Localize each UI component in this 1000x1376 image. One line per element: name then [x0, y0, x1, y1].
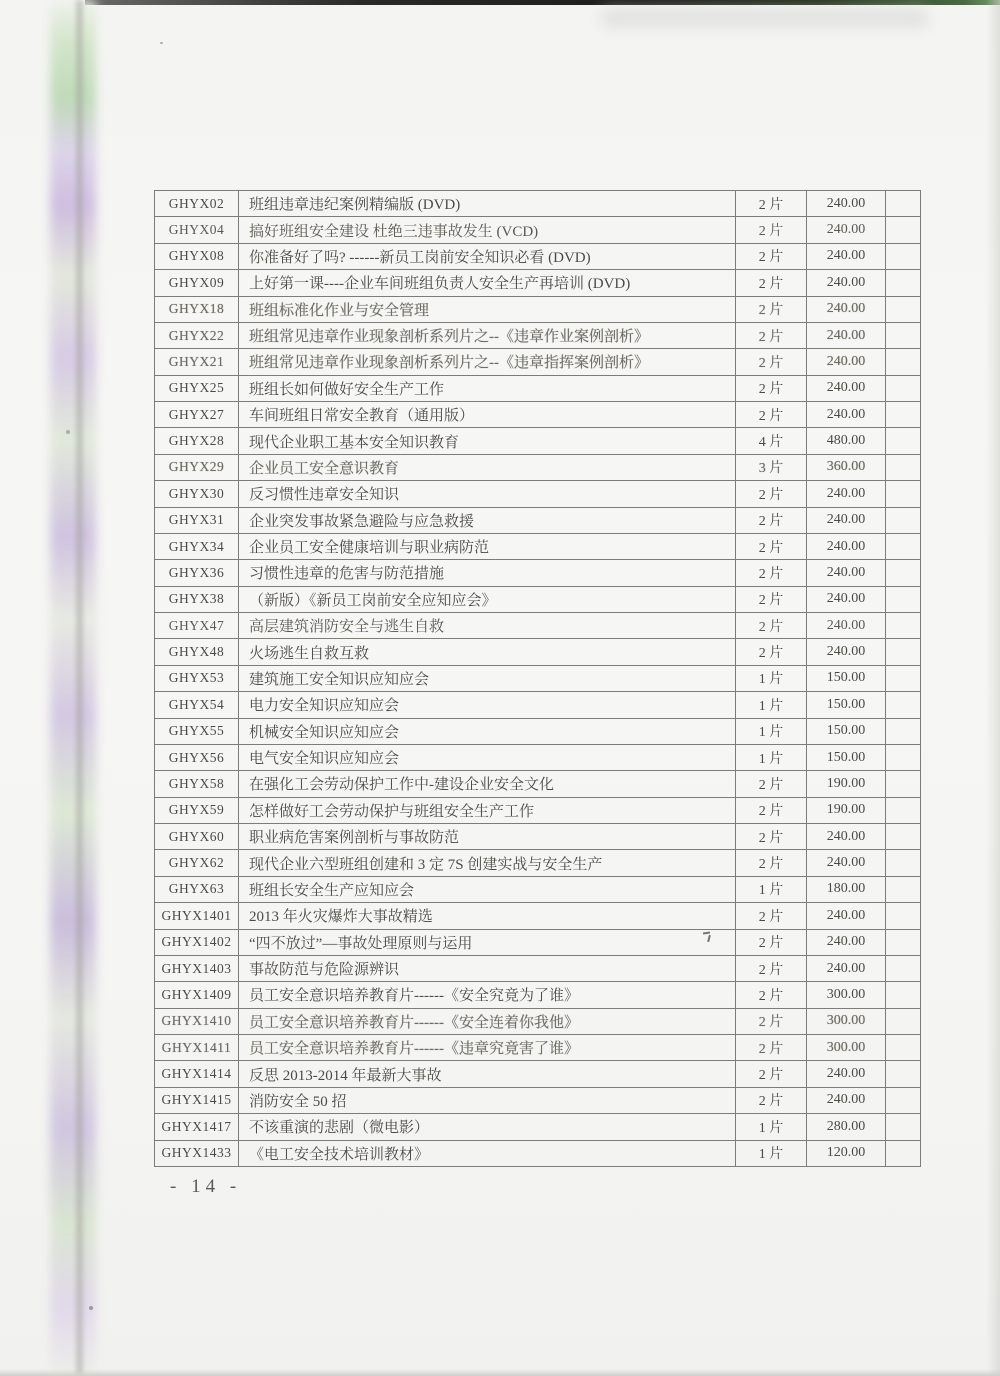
table-row: [155, 718, 921, 744]
note-cell: [886, 428, 921, 454]
product-code: GHYX29: [155, 454, 239, 480]
note-cell: [886, 744, 921, 770]
table-row: [155, 375, 921, 401]
price-value: 240.00: [807, 349, 886, 375]
product-title: 高层建筑消防安全与逃生自救: [239, 613, 736, 639]
product-title: 电气安全知识应知应会: [239, 744, 736, 770]
note-cell: [886, 507, 921, 533]
disc-count: 1 片: [736, 1114, 807, 1140]
disc-count: 2 片: [736, 982, 807, 1008]
disc-count: 2 片: [736, 1061, 807, 1087]
note-cell: [886, 243, 921, 269]
disc-count: 2 片: [736, 402, 807, 428]
product-title: 班组长安全生产应知应会: [239, 876, 736, 902]
table-row: [155, 481, 921, 507]
note-cell: [886, 1008, 921, 1034]
note-cell: [886, 771, 921, 797]
disc-count: 2 片: [736, 270, 807, 296]
disc-count: 2 片: [736, 639, 807, 665]
product-code: GHYX1410: [155, 1008, 239, 1034]
note-cell: [886, 296, 921, 322]
price-value: 300.00: [807, 982, 886, 1008]
disc-count: 2 片: [736, 797, 807, 823]
table-row: [155, 1140, 921, 1167]
note-cell: [886, 402, 921, 428]
disc-count: 2 片: [736, 1087, 807, 1113]
price-value: 360.00: [807, 454, 886, 480]
note-cell: [886, 639, 921, 665]
note-cell: [886, 613, 921, 639]
product-code: GHYX55: [155, 718, 239, 744]
product-code: GHYX53: [155, 665, 239, 691]
disc-count: 1 片: [736, 1140, 807, 1167]
product-code: GHYX18: [155, 296, 239, 322]
price-value: 280.00: [807, 1114, 886, 1140]
disc-count: 1 片: [736, 692, 807, 718]
table-row: [155, 454, 921, 480]
product-code: GHYX47: [155, 613, 239, 639]
table-row: [155, 1061, 921, 1087]
disc-count: 2 片: [736, 1035, 807, 1061]
product-title: 习惯性违章的危害与防范措施: [239, 560, 736, 586]
product-code: GHYX59: [155, 797, 239, 823]
table-row: [155, 876, 921, 902]
table-row: [155, 586, 921, 612]
price-value: 240.00: [807, 481, 886, 507]
product-code: GHYX21: [155, 349, 239, 375]
table-row: [155, 903, 921, 929]
price-value: 240.00: [807, 402, 886, 428]
price-value: 240.00: [807, 533, 886, 559]
table-row: [155, 955, 921, 981]
dust-speck: [89, 1306, 93, 1310]
product-code: GHYX36: [155, 560, 239, 586]
note-cell: [886, 692, 921, 718]
price-value: 240.00: [807, 217, 886, 243]
disc-count: 1 片: [736, 665, 807, 691]
product-title: 职业病危害案例剖析与事故防范: [239, 824, 736, 850]
note-cell: [886, 850, 921, 876]
product-code: GHYX09: [155, 270, 239, 296]
price-value: 240.00: [807, 191, 886, 217]
product-title: 在强化工会劳动保护工作中-建设企业安全文化: [239, 771, 736, 797]
table-row: [155, 1035, 921, 1061]
disc-count: 1 片: [736, 744, 807, 770]
product-code: GHYX04: [155, 217, 239, 243]
table-row: [155, 771, 921, 797]
table-row: [155, 1087, 921, 1113]
table-row: [155, 349, 921, 375]
price-value: 240.00: [807, 1087, 886, 1113]
price-value: 240.00: [807, 243, 886, 269]
note-cell: [886, 560, 921, 586]
product-code: GHYX1411: [155, 1035, 239, 1061]
price-value: 180.00: [807, 876, 886, 902]
product-code: GHYX1414: [155, 1061, 239, 1087]
product-code: GHYX54: [155, 692, 239, 718]
disc-count: 2 片: [736, 217, 807, 243]
disc-count: 2 片: [736, 481, 807, 507]
price-value: 300.00: [807, 1008, 886, 1034]
table-row: [155, 560, 921, 586]
price-value: 300.00: [807, 1035, 886, 1061]
disc-count: 1 片: [736, 876, 807, 902]
note-cell: [886, 481, 921, 507]
product-code: GHYX25: [155, 375, 239, 401]
product-title: 企业员工安全意识教育: [239, 454, 736, 480]
scan-fold-band-artifact: [50, 0, 96, 1376]
product-code: GHYX08: [155, 243, 239, 269]
product-title: 《电工安全技术培训教材》: [239, 1140, 736, 1167]
product-code: GHYX60: [155, 824, 239, 850]
table-row: [155, 533, 921, 559]
product-code: GHYX30: [155, 481, 239, 507]
table-row: [155, 1114, 921, 1140]
note-cell: [886, 270, 921, 296]
note-cell: [886, 876, 921, 902]
note-cell: [886, 982, 921, 1008]
product-title: 班组标准化作业与安全管理: [239, 296, 736, 322]
product-price-table: [154, 190, 921, 1167]
table-row: [155, 982, 921, 1008]
product-title: 企业员工安全健康培训与职业病防范: [239, 533, 736, 559]
product-title: 2013 年火灾爆炸大事故精选: [239, 903, 736, 929]
product-title: 你准备好了吗? ------新员工岗前安全知识必看 (DVD): [239, 243, 736, 269]
table-row: [155, 692, 921, 718]
note-cell: [886, 586, 921, 612]
table-row: [155, 613, 921, 639]
price-value: 480.00: [807, 428, 886, 454]
note-cell: [886, 322, 921, 348]
table-row: [155, 850, 921, 876]
price-value: 240.00: [807, 850, 886, 876]
product-title: 员工安全意识培养教育片------《安全连着你我他》: [239, 1008, 736, 1034]
page-number: - 14 -: [170, 1176, 242, 1197]
product-code: GHYX28: [155, 428, 239, 454]
disc-count: 2 片: [736, 296, 807, 322]
disc-count: 2 片: [736, 349, 807, 375]
price-value: 240.00: [807, 639, 886, 665]
product-title: 反习惯性违章安全知识: [239, 481, 736, 507]
product-code: GHYX1433: [155, 1140, 239, 1167]
price-table-body: [155, 191, 921, 1167]
price-value: 240.00: [807, 1061, 886, 1087]
price-value: 150.00: [807, 665, 886, 691]
product-code: GHYX27: [155, 402, 239, 428]
price-value: 240.00: [807, 296, 886, 322]
table-row: [155, 507, 921, 533]
product-title: 反思 2013-2014 年最新大事故: [239, 1061, 736, 1087]
table-row: [155, 797, 921, 823]
disc-count: 2 片: [736, 560, 807, 586]
product-title: 火场逃生自救互救: [239, 639, 736, 665]
price-value: 240.00: [807, 586, 886, 612]
product-code: GHYX34: [155, 533, 239, 559]
product-title: 员工安全意识培养教育片------《违章究竟害了谁》: [239, 1035, 736, 1061]
price-value: 240.00: [807, 955, 886, 981]
product-title: 班组违章违纪案例精编版 (DVD): [239, 191, 736, 217]
table-row: [155, 217, 921, 243]
scan-bottom-edge-shadow: [0, 1369, 1000, 1376]
disc-count: 4 片: [736, 428, 807, 454]
disc-count: 2 片: [736, 850, 807, 876]
table-row: [155, 929, 921, 955]
product-code: GHYX1402: [155, 929, 239, 955]
note-cell: [886, 533, 921, 559]
price-value: 240.00: [807, 824, 886, 850]
product-title: 怎样做好工会劳动保护与班组安全生产工作: [239, 797, 736, 823]
scan-right-edge-shadow: [986, 0, 1000, 1376]
table-row: [155, 191, 921, 217]
product-title: 班组长如何做好安全生产工作: [239, 375, 736, 401]
price-value: 190.00: [807, 797, 886, 823]
product-title: 不该重演的悲剧（微电影）: [239, 1114, 736, 1140]
product-title: 机械安全知识应知应会: [239, 718, 736, 744]
note-cell: [886, 1140, 921, 1167]
product-title: 车间班组日常安全教育（通用版）: [239, 402, 736, 428]
product-code: GHYX1403: [155, 955, 239, 981]
scan-fold-line-artifact: [76, 0, 83, 1376]
price-value: 150.00: [807, 744, 886, 770]
disc-count: 2 片: [736, 375, 807, 401]
product-title: 事故防范与危险源辨识: [239, 955, 736, 981]
table-row: [155, 296, 921, 322]
product-code: GHYX38: [155, 586, 239, 612]
product-title: （新版）《新员工岗前安全应知应会》: [239, 586, 736, 612]
note-cell: [886, 797, 921, 823]
disc-count: 2 片: [736, 322, 807, 348]
note-cell: [886, 349, 921, 375]
disc-count: 2 片: [736, 1008, 807, 1034]
disc-count: 2 片: [736, 533, 807, 559]
disc-count: 2 片: [736, 586, 807, 612]
disc-count: 2 片: [736, 613, 807, 639]
product-title: 现代企业六型班组创建和 3 定 7S 创建实战与安全生产: [239, 850, 736, 876]
note-cell: [886, 1061, 921, 1087]
note-cell: [886, 824, 921, 850]
price-value: 150.00: [807, 692, 886, 718]
price-value: 240.00: [807, 322, 886, 348]
scan-smudge-artifact: [600, 8, 930, 28]
product-title: 班组常见违章作业现象剖析系列片之--《违章指挥案例剖析》: [239, 349, 736, 375]
note-cell: [886, 903, 921, 929]
note-cell: [886, 217, 921, 243]
product-title: 搞好班组安全建设 杜绝三违事故发生 (VCD): [239, 217, 736, 243]
note-cell: [886, 1087, 921, 1113]
disc-count: 2 片: [736, 824, 807, 850]
price-value: 240.00: [807, 560, 886, 586]
disc-count: 1 片: [736, 718, 807, 744]
note-cell: [886, 718, 921, 744]
note-cell: [886, 1114, 921, 1140]
price-value: 190.00: [807, 771, 886, 797]
table-row: [155, 270, 921, 296]
disc-count: 2 片: [736, 243, 807, 269]
disc-count: 2 片: [736, 903, 807, 929]
note-cell: [886, 1035, 921, 1061]
price-value: 240.00: [807, 507, 886, 533]
product-title: 企业突发事故紧急避险与应急救援: [239, 507, 736, 533]
note-cell: [886, 955, 921, 981]
disc-count: 2 片: [736, 929, 807, 955]
product-code: GHYX02: [155, 191, 239, 217]
product-code: GHYX58: [155, 771, 239, 797]
price-value: 240.00: [807, 375, 886, 401]
product-title: 班组常见违章作业现象剖析系列片之--《违章作业案例剖析》: [239, 322, 736, 348]
table-row: [155, 744, 921, 770]
dust-speck: [160, 42, 163, 44]
price-value: 240.00: [807, 929, 886, 955]
product-title: 上好第一课----企业车间班组负责人安全生产再培训 (DVD): [239, 270, 736, 296]
disc-count: 2 片: [736, 191, 807, 217]
table-row: [155, 428, 921, 454]
note-cell: [886, 375, 921, 401]
price-value: 240.00: [807, 613, 886, 639]
product-code: GHYX22: [155, 322, 239, 348]
note-cell: [886, 665, 921, 691]
product-code: GHYX1401: [155, 903, 239, 929]
note-cell: [886, 191, 921, 217]
disc-count: 2 片: [736, 507, 807, 533]
product-title: 建筑施工安全知识应知应会: [239, 665, 736, 691]
product-title: 电力安全知识应知应会: [239, 692, 736, 718]
price-value: 120.00: [807, 1140, 886, 1167]
product-code: GHYX63: [155, 876, 239, 902]
table-row: [155, 639, 921, 665]
product-code: GHYX31: [155, 507, 239, 533]
product-code: GHYX56: [155, 744, 239, 770]
product-title: 现代企业职工基本安全知识教育: [239, 428, 736, 454]
product-title: 消防安全 50 招: [239, 1087, 736, 1113]
product-title: “四不放过”—事故处理原则与运用: [239, 929, 736, 955]
product-code: GHYX48: [155, 639, 239, 665]
note-cell: [886, 929, 921, 955]
table-row: [155, 243, 921, 269]
disc-count: 3 片: [736, 454, 807, 480]
table-row: [155, 402, 921, 428]
product-title: 员工安全意识培养教育片------《安全究竟为了谁》: [239, 982, 736, 1008]
product-code: GHYX62: [155, 850, 239, 876]
table-row: [155, 665, 921, 691]
table-row: [155, 322, 921, 348]
price-value: 240.00: [807, 903, 886, 929]
disc-count: 2 片: [736, 955, 807, 981]
table-row: [155, 1008, 921, 1034]
table-row: [155, 824, 921, 850]
product-code: GHYX1409: [155, 982, 239, 1008]
price-value: 150.00: [807, 718, 886, 744]
scan-top-edge-artifact: [85, 0, 1000, 5]
disc-count: 2 片: [736, 771, 807, 797]
product-code: GHYX1415: [155, 1087, 239, 1113]
product-code: GHYX1417: [155, 1114, 239, 1140]
price-value: 240.00: [807, 270, 886, 296]
dust-speck: [66, 430, 70, 434]
note-cell: [886, 454, 921, 480]
